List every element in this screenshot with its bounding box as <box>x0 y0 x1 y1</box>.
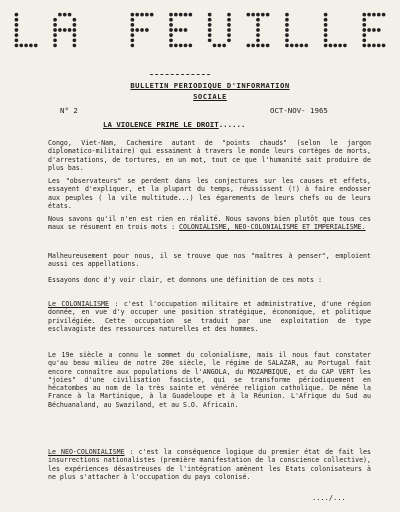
masthead-dot <box>285 33 289 37</box>
masthead-dot <box>338 44 342 48</box>
masthead-dot <box>68 28 72 32</box>
masthead-dot <box>261 44 265 48</box>
masthead-dot <box>131 13 135 17</box>
masthead-dot <box>53 33 57 37</box>
masthead-dot <box>285 23 289 27</box>
masthead-dot <box>227 28 231 32</box>
masthead-dot <box>169 18 173 22</box>
masthead-dot <box>131 18 135 22</box>
masthead-dot-lettering <box>14 10 386 50</box>
paragraph-5: Essayons donc d'y voir clair, et donnons une définition de ces mots : <box>48 276 322 284</box>
masthead-dot <box>189 13 193 17</box>
paragraph-6 <box>48 300 371 333</box>
masthead-dot <box>324 44 328 48</box>
masthead-dot <box>73 33 77 37</box>
masthead-dot <box>227 38 231 42</box>
masthead-dot <box>208 13 212 17</box>
masthead-dot <box>184 44 188 48</box>
masthead-dot <box>140 28 144 32</box>
masthead-dot <box>73 18 77 22</box>
masthead-dot <box>246 44 250 48</box>
masthead-dot <box>53 38 57 42</box>
bulletin-line-1: BULLETIN PERIODIQUE D'INFORMATION <box>130 81 290 90</box>
masthead-dot <box>329 44 333 48</box>
masthead-dot <box>15 13 19 17</box>
masthead-dot <box>367 44 371 48</box>
masthead-dot <box>285 18 289 22</box>
masthead-dot <box>53 23 57 27</box>
bulletin-line-2: SOCIALE <box>193 92 227 101</box>
masthead-dot <box>15 38 19 42</box>
masthead-dot <box>179 28 183 32</box>
paragraph-3-keywords: COLONIALISME, NEO-COLONIALISME ET IMPERIALISME. <box>179 223 366 232</box>
masthead-dot <box>213 44 217 48</box>
masthead-dot <box>304 44 308 48</box>
masthead-dot <box>362 18 366 22</box>
masthead-dot <box>131 28 135 32</box>
masthead-dot <box>324 23 328 27</box>
paragraph-8-text: : c'est la conséquence logique du premier état de fait les insurrections nationalistes (première manifestation de la conscience collective), les expériences désastreuses de l'intégration amènent les Etats colonisateurs à ne plus s'attacher à l'occupation du pays colonisé. <box>48 448 371 481</box>
masthead-dot <box>150 13 154 17</box>
masthead-dot <box>169 33 173 37</box>
masthead-dot <box>184 28 188 32</box>
masthead-dot <box>73 44 77 48</box>
masthead-dot <box>63 13 67 17</box>
issue-number: N° 2 <box>60 106 78 115</box>
headline-text: LA VIOLENCE PRIME LE DROIT <box>103 120 219 129</box>
masthead-dot <box>131 44 135 48</box>
masthead-dot <box>15 33 19 37</box>
masthead-dot <box>169 23 173 27</box>
masthead-dot <box>372 44 376 48</box>
masthead-dot <box>189 44 193 48</box>
masthead-dot <box>246 13 250 17</box>
divider-top <box>150 74 210 75</box>
masthead-dot <box>53 28 57 32</box>
masthead-dot <box>372 13 376 17</box>
paragraph-2: Les "observateurs" se perdent dans les conjectures sur les causes et effets, essayent d'expliquer, et la plupart du temps, réussissent (!) à faire endosser aux peuples ( la vile multitude...) les égarements de leurs chefs ou de leurs états. <box>48 177 371 210</box>
masthead-dot <box>227 13 231 17</box>
masthead-dot <box>73 23 77 27</box>
paragraph-7: Le 19e siècle a connu le sommet du colonialisme, mais il nous faut constater qu'au beau milieu de notre 20e siècle, le régime de SALAZAR, au Portugal fait encore connaître aux populations de l'ANGOLA, du MOZAMBIQUE, et du CAP VERT les "joies" d'une civilisation fasciste, qui se transforme périodiquement en hécatombes au nom de la très sainte et vénérée religion catholique. De même la France à la Martinique, à la Guadeloupe et à la Réunion. L'Afrique du Sud au Béchuanaland, au Swaziland, et au S.O. Africain. <box>48 351 371 409</box>
masthead-dot <box>324 13 328 17</box>
masthead-dot <box>362 38 366 42</box>
masthead-dot <box>24 44 28 48</box>
masthead-dot <box>362 33 366 37</box>
paragraph-6-text: : c'est l'occupation militaire et administrative, d'une région donnée, en vue d'y occuper une position stratégique, économique, et politique privilégiée. Cette occupation se traduit par une exploitation de type esclavagiste des ressources naturelles et des hommes. <box>48 300 371 333</box>
issue-date: OCT-NOV- 1965 <box>270 106 328 115</box>
masthead-dot <box>58 28 62 32</box>
masthead-dot <box>256 33 260 37</box>
paragraph-1: Congo, Viet-Nam, Cachemire autant de "points chauds" (selon le jargon diplomatico-militaire) qui essaiment à travers le monde leurs cortèges de morts, d'arrestations, de tortures, en un mot, tout ce que l'humanité sait produire de plus bas. <box>48 139 371 172</box>
masthead-dot <box>19 44 23 48</box>
headline <box>103 120 245 129</box>
masthead-dot <box>217 44 221 48</box>
masthead-dot <box>208 28 212 32</box>
masthead-dot <box>256 44 260 48</box>
masthead-dot <box>290 44 294 48</box>
masthead-dot <box>179 13 183 17</box>
masthead-dot <box>68 13 72 17</box>
masthead-dot <box>266 44 270 48</box>
masthead-dot <box>285 38 289 42</box>
masthead-dot <box>295 44 299 48</box>
masthead-dot <box>174 28 178 32</box>
masthead-title <box>14 10 386 50</box>
masthead-dot <box>131 33 135 37</box>
masthead-dot <box>256 18 260 22</box>
masthead-dot <box>145 28 149 32</box>
masthead-dot <box>208 38 212 42</box>
masthead-dot <box>169 13 173 17</box>
masthead-dot <box>140 13 144 17</box>
masthead-dot <box>131 38 135 42</box>
masthead-dot <box>362 23 366 27</box>
masthead-dot <box>184 13 188 17</box>
masthead-dot <box>324 33 328 37</box>
masthead-dot <box>169 44 173 48</box>
masthead-dot <box>169 28 173 32</box>
masthead-dot <box>34 44 38 48</box>
masthead-dot <box>73 28 77 32</box>
masthead-dot <box>53 44 57 48</box>
masthead-dot <box>266 13 270 17</box>
masthead-dot <box>256 28 260 32</box>
masthead-dot <box>174 13 178 17</box>
masthead-dot <box>362 13 366 17</box>
masthead-dot <box>73 38 77 42</box>
masthead-dot <box>377 44 381 48</box>
masthead-dot <box>63 28 67 32</box>
masthead-dot <box>53 18 57 22</box>
paragraph-3-text: Nous savons qu'il n'en est rien en réalité. Nous savons bien plutôt que tous ces maux se résument en trois mots : <box>48 215 371 232</box>
masthead-dot <box>227 23 231 27</box>
masthead-dot <box>256 13 260 17</box>
masthead-dot <box>222 44 226 48</box>
masthead-dot <box>29 44 33 48</box>
masthead-dot <box>362 28 366 32</box>
masthead-dot <box>227 33 231 37</box>
masthead-dot <box>261 13 265 17</box>
masthead-dot <box>251 13 255 17</box>
masthead-dot <box>300 44 304 48</box>
continuation-mark: ..../... <box>312 494 346 502</box>
masthead-dot <box>367 13 371 17</box>
masthead-dot <box>324 28 328 32</box>
masthead-dot <box>382 13 386 17</box>
masthead-dot <box>145 13 149 17</box>
masthead-dot <box>179 44 183 48</box>
masthead-dot <box>15 28 19 32</box>
masthead-dot <box>377 28 381 32</box>
masthead-dot <box>227 18 231 22</box>
masthead-dot <box>131 23 135 27</box>
masthead-dot <box>15 44 19 48</box>
paragraph-8 <box>48 448 371 481</box>
masthead-dot <box>285 44 289 48</box>
masthead-dot <box>135 13 139 17</box>
masthead-dot <box>15 23 19 27</box>
masthead-dot <box>333 44 337 48</box>
paragraph-4: Malheureusement pour nous, il se trouve que nos "maîtres à penser", emploient aussi ces appellations. <box>48 252 371 269</box>
masthead-dot <box>343 44 347 48</box>
masthead-dot <box>251 44 255 48</box>
masthead-dot <box>324 18 328 22</box>
masthead-dot <box>256 38 260 42</box>
masthead-dot <box>367 28 371 32</box>
masthead-dot <box>208 23 212 27</box>
masthead-dot <box>58 13 62 17</box>
masthead-dot <box>382 44 386 48</box>
paragraph-8-term: Le NEO-COLONIALISME <box>48 448 125 456</box>
masthead-dot <box>208 33 212 37</box>
masthead-dot <box>169 38 173 42</box>
masthead-dot <box>256 23 260 27</box>
masthead-dot <box>377 13 381 17</box>
masthead-dot <box>285 13 289 17</box>
masthead-dot <box>372 28 376 32</box>
headline-trail: ...... <box>218 120 246 129</box>
paragraph-3 <box>48 215 371 232</box>
masthead-dot <box>135 28 139 32</box>
masthead-dot <box>174 44 178 48</box>
masthead-dot <box>362 44 366 48</box>
paragraph-6-term: Le COLONIALISME <box>48 300 110 308</box>
masthead-dot <box>324 38 328 42</box>
masthead-dot <box>208 18 212 22</box>
masthead-dot <box>15 18 19 22</box>
masthead-dot <box>285 28 289 32</box>
